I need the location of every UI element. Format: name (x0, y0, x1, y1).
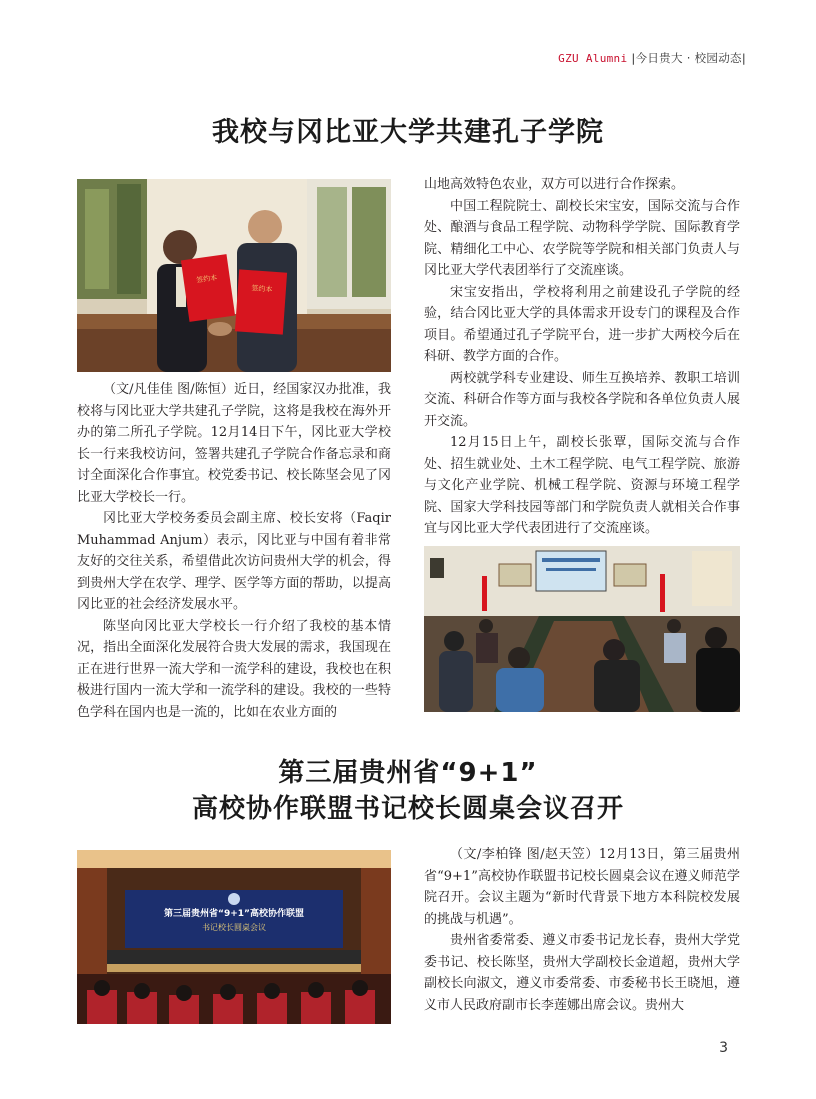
article2-column (424, 844, 740, 1016)
article2-title (0, 755, 816, 827)
conference-hall-photo (77, 850, 391, 1024)
article2-title-line2: 高校协作联盟书记校长圆桌会议召开 (191, 794, 624, 824)
article1-title: 我校与冈比亚大学共建孔子学院 (212, 117, 604, 148)
article1-left-column (77, 379, 391, 723)
signing-folder-left (181, 254, 235, 322)
article1-continuation: 山地高效特色农业，双方可以进行合作探索。 (424, 177, 685, 192)
article1-paragraph: 中国工程院院士、副校长宋宝安，国际交流与合作处、酿酒与食品工程学院、动物科学学院、国际教育学院、精细化工中心、农学院等学院和相关部门负责人与冈比亚大学代表团举行了交流座谈。 (424, 198, 740, 278)
article2-paragraph: 贵州省委常委、遵义市委书记龙长春，贵州大学党委书记、校长陈坚，贵州大学副校长金道超，贵州大学副校长向淑文，遵义市委常委、市委秘书长王晓旭，遵义市人民政府副市长李莲娜出席会议。贵州大 (424, 933, 740, 1013)
article1-paragraph: 宋宝安指出，学校将利用之前建设孔子学院的经验，结合冈比亚大学的具体需求开设专门的课程及合作项目。希望通过孔子学院平台，进一步扩大两校今后在科研、教学方面的合作。 (424, 284, 740, 364)
signing-ceremony-photo (77, 179, 391, 372)
svg-text:签约本: 签约本 (251, 284, 273, 294)
article2-paragraph: （文/李柏锋 图/赵天笠）12月13日，第三届贵州省“9+1”高校协作联盟书记校长圆桌会议在遵义师范学院召开。会议主题为“新时代背景下地方本科院校发展的挑战与机遇”。 (424, 847, 740, 927)
header-separator: | (631, 51, 636, 65)
header-section-name: 今日贵大 · 校园动态 (635, 51, 742, 65)
stage-banner-line1: 第三届贵州省“9+1”高校协作联盟 (164, 909, 304, 919)
header-end-bar: | (741, 51, 746, 65)
stage-banner-line2: 书记校长圆桌会议 (202, 923, 266, 932)
article1-paragraph: （文/凡佳佳 图/陈恒）近日，经国家汉办批准，我校将与冈比亚大学共建孔子学院，这将是我校在海外开办的第二所孔子学院。12月14日下午，冈比亚大学校长一行来我校访问，签署共建孔子学院合作备忘录和商讨全面深化合作事宜。校党委书记、校长陈坚会见了冈比亚大学校长一行。 (77, 382, 391, 505)
article1-paragraph: 两校就学科专业建设、师生互换培养、教职工培训交流、科研合作等方面与我校各学院和各单位负责人展开交流。 (424, 370, 740, 429)
header-magazine-name: GZU Alumni (558, 52, 628, 65)
signing-folder-right (235, 269, 287, 334)
page-number: 3 (719, 1040, 728, 1056)
running-header (558, 50, 746, 66)
svg-text:签约本: 签约本 (195, 273, 218, 285)
article1-paragraph: 陈坚向冈比亚大学校长一行介绍了我校的基本情况，指出全面深化发展符合贵大发展的需求，我国现在正在进行世界一流大学和一流学科的建设，我校也在积极进行国内一流大学和一流学科的建设。我校的一些特色学科在国内也是一流的，比如在农业方面的 (77, 618, 391, 720)
article1-right-column (424, 174, 740, 540)
article1-paragraph: 12月15日上午，副校长张覃，国际交流与合作处、招生就业处、土木工程学院、电气工程学院、旅游与文化产业学院、机械工程学院、资源与环境工程学院、国家大学科技园等部门和学院负责人就相关合作事宜与冈比亚大学代表团进行了交流座谈。 (424, 435, 740, 536)
article2-title-line1: 第三届贵州省“9+1” (278, 758, 538, 788)
meeting-room-photo (424, 546, 740, 712)
article1-paragraph: 冈比亚大学校务委员会副主席、校长安将（Faqir Muhammad Anjum）表示，冈比亚与中国有着非常友好的交往关系，希望借此次访问贵州大学的机会，得到贵州大学在农学、理学、医学等方面的帮助，以提高冈比亚的社会经济发展水平。 (77, 511, 391, 612)
